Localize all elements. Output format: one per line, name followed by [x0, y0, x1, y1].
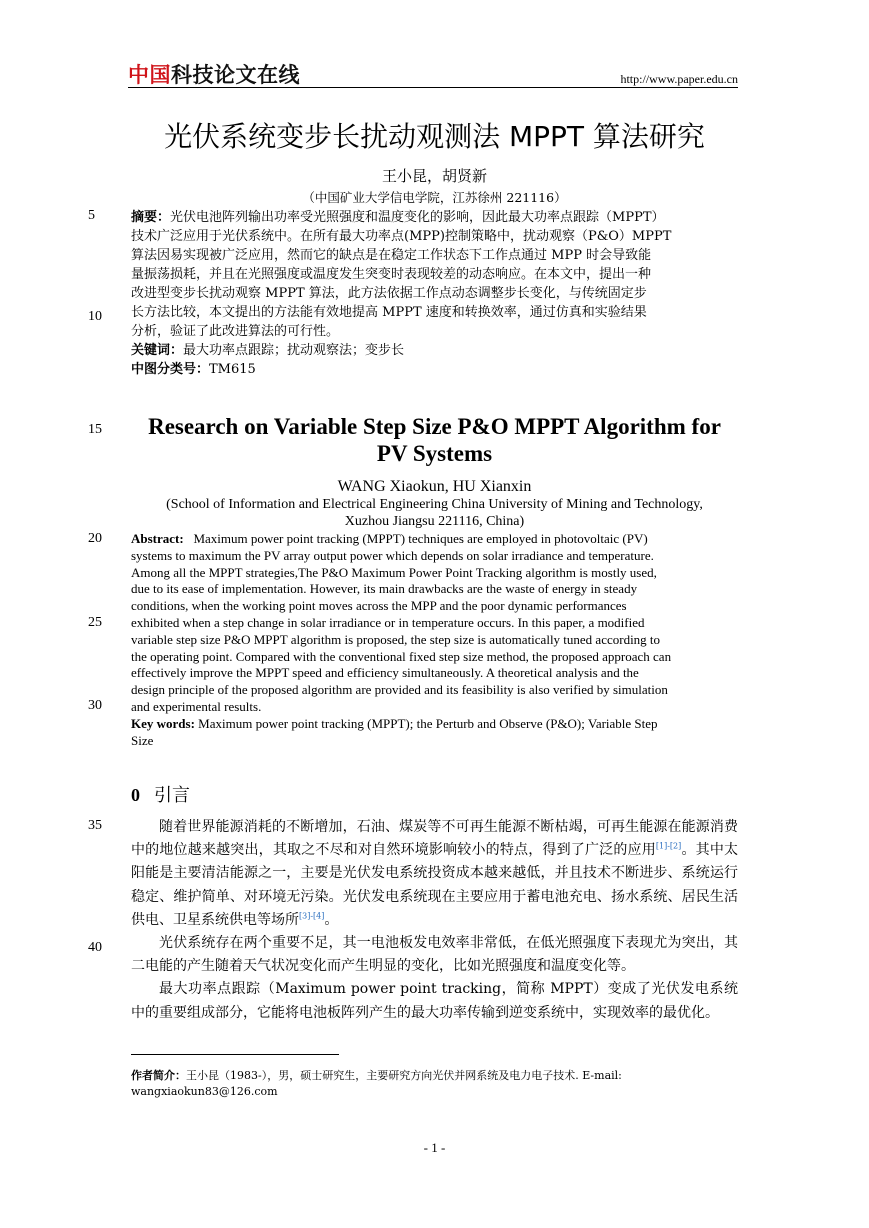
abstract-en-line: systems to maximum the PV array output power which depends on solar irradiance and temperature.	[131, 547, 654, 563]
line-number: 35	[88, 818, 102, 833]
paper-title-en	[131, 413, 738, 467]
keywords-cn-text: 最大功率点跟踪；扰动观察法；变步长	[183, 343, 405, 358]
paragraph: 光伏系统存在两个重要不足，其一电池板发电效率非常低，在低光照强度下表现尤为突出，其二电能的产生随着天气状况变化而产生明显的变化，比如光照强度和温度变化等。	[131, 935, 738, 975]
footnote-label: 作者简介：	[131, 1069, 186, 1082]
paragraph-text: 。其中太阳能是主要清洁能源之一，主要是光伏发电系统投资成本越来越低，并且技术不断进步、系统运行稳定、维护简单、对环境无污染。光伏发电系统现在主要应用于蓄电池充电、扬水系统、居民生活供电、卫星系统供电等场所	[131, 842, 739, 928]
abstract-en	[131, 531, 738, 749]
abstract-en-line: exhibited when a step change in solar irradiance or in temperature occurs. In this paper, a modified	[131, 614, 645, 630]
clc-cn	[131, 360, 738, 379]
affiliation-cn: （中国矿业大学信电学院，江苏徐州 221116）	[302, 190, 567, 205]
footnote-rule	[131, 1054, 339, 1055]
keywords-en	[131, 716, 738, 733]
section-title: 引言	[154, 785, 190, 806]
affiliation-en-line: (School of Information and Electrical Engineering China University of Mining and Technology,	[166, 497, 703, 512]
keywords-cn	[131, 341, 738, 360]
authors-en: WANG Xiaokun, HU Xianxin	[337, 478, 532, 495]
abstract-cn-label: 摘要：	[131, 210, 171, 225]
paragraph: 最大功率点跟踪（Maximum power point tracking，简称 MPPT）变成了光伏发电系统中的重要组成部分，它能将电池板阵列产生的最大功率传输到逆变系统中，实现效率的最优化。	[131, 981, 738, 1021]
logo-red-text: 中国	[128, 63, 171, 87]
citation-link[interactable]: [1]-[2]	[655, 841, 682, 851]
abstract-cn-line: 长方法比较，本文提出的方法能有效地提高 MPPT 速度和转换效率，通过仿真和实验结果	[131, 305, 647, 320]
line-number: 40	[88, 940, 102, 955]
section-heading	[131, 783, 190, 808]
paper-title-cn: 光伏系统变步长扰动观测法 MPPT 算法研究	[164, 120, 705, 153]
abstract-en-line: effectively improve the MPPT speed and efficiency simultaneously. A theoretical analysis and the	[131, 665, 639, 681]
abstract-cn-line: 技术广泛应用于光伏系统中。在所有最大功率点(MPP)控制策略中，扰动观察（P&O）MPPT	[131, 229, 672, 244]
abstract-cn	[131, 208, 738, 379]
body-text	[131, 816, 738, 1025]
keywords-cn-label: 关键词：	[131, 343, 184, 358]
section-number: 0	[131, 785, 140, 805]
paper-title-en-line: Research on Variable Step Size P&O MPPT Algorithm for	[148, 414, 721, 439]
clc-code: TM615	[209, 362, 256, 377]
clc-label: 中图分类号：	[131, 362, 210, 377]
citation-link[interactable]: [3]-[4]	[299, 911, 325, 921]
header-url[interactable]: http://www.paper.edu.cn	[620, 72, 738, 86]
line-number: 5	[88, 208, 95, 223]
abstract-en-line: and experimental results.	[131, 698, 262, 714]
line-number: 15	[88, 422, 102, 437]
line-number: 25	[88, 615, 102, 630]
abstract-cn-line: 分析，验证了此改进算法的可行性。	[131, 324, 340, 339]
paragraph-text: 。	[324, 911, 339, 928]
abstract-en-line: variable step size P&O MPPT algorithm is proposed, the step size is automatically tuned according to	[131, 631, 661, 647]
abstract-en-line: Maximum power point tracking (MPPT) techniques are employed in photovoltaic (PV)	[193, 531, 648, 546]
abstract-en-line: Among all the MPPT strategies,The P&O Maximum Power Point Tracking algorithm is mostly used,	[131, 564, 657, 580]
abstract-en-line: design principle of the proposed algorithm are provided and its feasibility is also verified by simulation	[131, 682, 668, 698]
line-number: 10	[88, 309, 102, 324]
footnote-email[interactable]: wangxiaokun83@126.com	[131, 1085, 278, 1098]
abstract-en-line: conditions, when the working point moves across the MPP and the poor dynamic performances	[131, 598, 627, 614]
abstract-en-label: Abstract:	[131, 531, 184, 546]
keywords-en-label: Key words:	[131, 715, 195, 731]
journal-logo	[128, 60, 300, 90]
page-number: - 1 -	[423, 1140, 446, 1155]
affiliation-en-line: Xuzhou Jiangsu 221116, China)	[344, 514, 525, 529]
header-rule	[128, 87, 738, 88]
abstract-cn-line: 改进型变步长扰动观察 MPPT 算法，此方法依据工作点动态调整步长变化，与传统固定步	[131, 286, 647, 301]
abstract-cn-line: 量振荡损耗，并且在光照强度或温度发生突变时表现较差的动态响应。在本文中，提出一种	[131, 267, 652, 282]
line-number: 30	[88, 698, 102, 713]
authors-cn: 王小昆，胡贤新	[381, 167, 487, 185]
abstract-cn-line: 算法因易实现被广泛应用，然而它的缺点是在稳定工作状态下工作点通过 MPP 时会导致能	[131, 248, 652, 263]
keywords-en-text: Size	[131, 732, 154, 748]
paragraph-text: 随着世界能源消耗的不断增加，石油、煤炭等不可再生能源不断枯竭，可再生能源在能源消费中的地位越来越突出，其取之不尽和对自然环境影响较小的特点，得到了广泛的应用	[131, 819, 738, 859]
abstract-cn-line: 光伏电池阵列输出功率受光照强度和温度变化的影响，因此最大功率点跟踪（MPPT）	[170, 210, 665, 225]
abstract-en-line: the operating point. Compared with the conventional fixed step size method, the proposed approach can	[131, 648, 672, 664]
line-number: 20	[88, 531, 102, 546]
paper-title-en-line: PV Systems	[376, 441, 493, 466]
footnote-text: 王小昆（1983-），男，硕士研究生，主要研究方向光伏并网系统及电力电子技术. E-mail:	[186, 1069, 622, 1082]
affiliation-en	[131, 496, 738, 530]
keywords-en-text: Maximum power point tracking (MPPT); the Perturb and Observe (P&O); Variable Step	[198, 715, 658, 731]
paragraph	[131, 816, 738, 932]
author-footnote	[131, 1068, 738, 1100]
logo-black-text: 科技论文在线	[171, 63, 300, 87]
abstract-en-line: due to its ease of implementation. However, its main drawbacks are the waste of energy in steady	[131, 581, 638, 597]
